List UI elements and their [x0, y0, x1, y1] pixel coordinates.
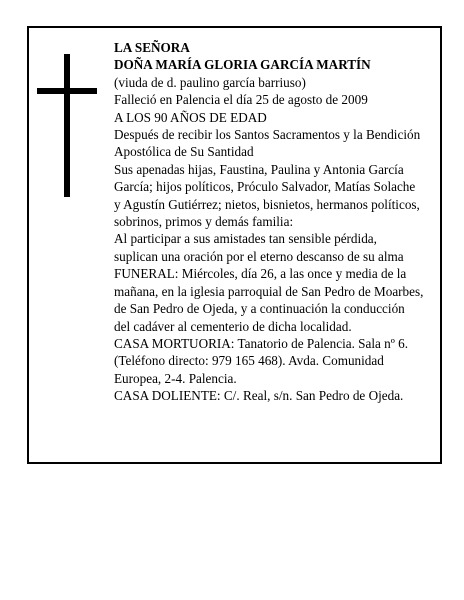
mourning-house-details: CASA DOLIENTE: C/. Real, s/n. San Pedro de Ojeda. — [114, 388, 404, 404]
deceased-name: DOÑA MARÍA GLORIA GARCÍA MARTÍN — [114, 57, 371, 73]
family-statement: Sus apenadas hijas, Faustina, Paulina y Antonia García García; hijos políticos, Próculo Salvador, Matías Solache y Agustín Gutiérrez; nietos, bisnietos, hermanos políticos, sobrinos, primos y demás familia: — [114, 161, 420, 230]
prayer-request: Al participar a sus amistades tan sensible pérdida, suplican una oración por el eterno descanso de su alma — [114, 231, 404, 264]
widow-of: (viuda de d. paulino garcía barriuso) — [114, 74, 306, 90]
obituary-text — [114, 39, 424, 405]
mortuary-details: CASA MORTUORIA: Tanatorio de Palencia. Sala nº 6. (Teléfono directo: 979 165 468). Avda. Comunidad Europea, 2-4. Palencia. — [114, 335, 409, 386]
cross-icon — [37, 54, 97, 197]
age-statement: A LOS 90 AÑOS DE EDAD — [114, 109, 267, 125]
funeral-details: FUNERAL: Miércoles, día 26, a las once y media de la mañana, en la iglesia parroquial de San Pedro de Moarbes, de San Pedro de Ojeda, y a continuación la conducción del cadáver al cementerio de dicha localidad. — [114, 266, 424, 334]
sacraments-statement: Después de recibir los Santos Sacramentos y la Bendición Apostólica de Su Santidad — [114, 127, 421, 160]
cross-vertical-bar — [64, 54, 70, 197]
honorific: LA SEÑORA — [114, 40, 190, 55]
cross-horizontal-bar — [37, 88, 97, 94]
death-statement: Falleció en Palencia el día 25 de agosto de 2009 — [114, 92, 368, 108]
